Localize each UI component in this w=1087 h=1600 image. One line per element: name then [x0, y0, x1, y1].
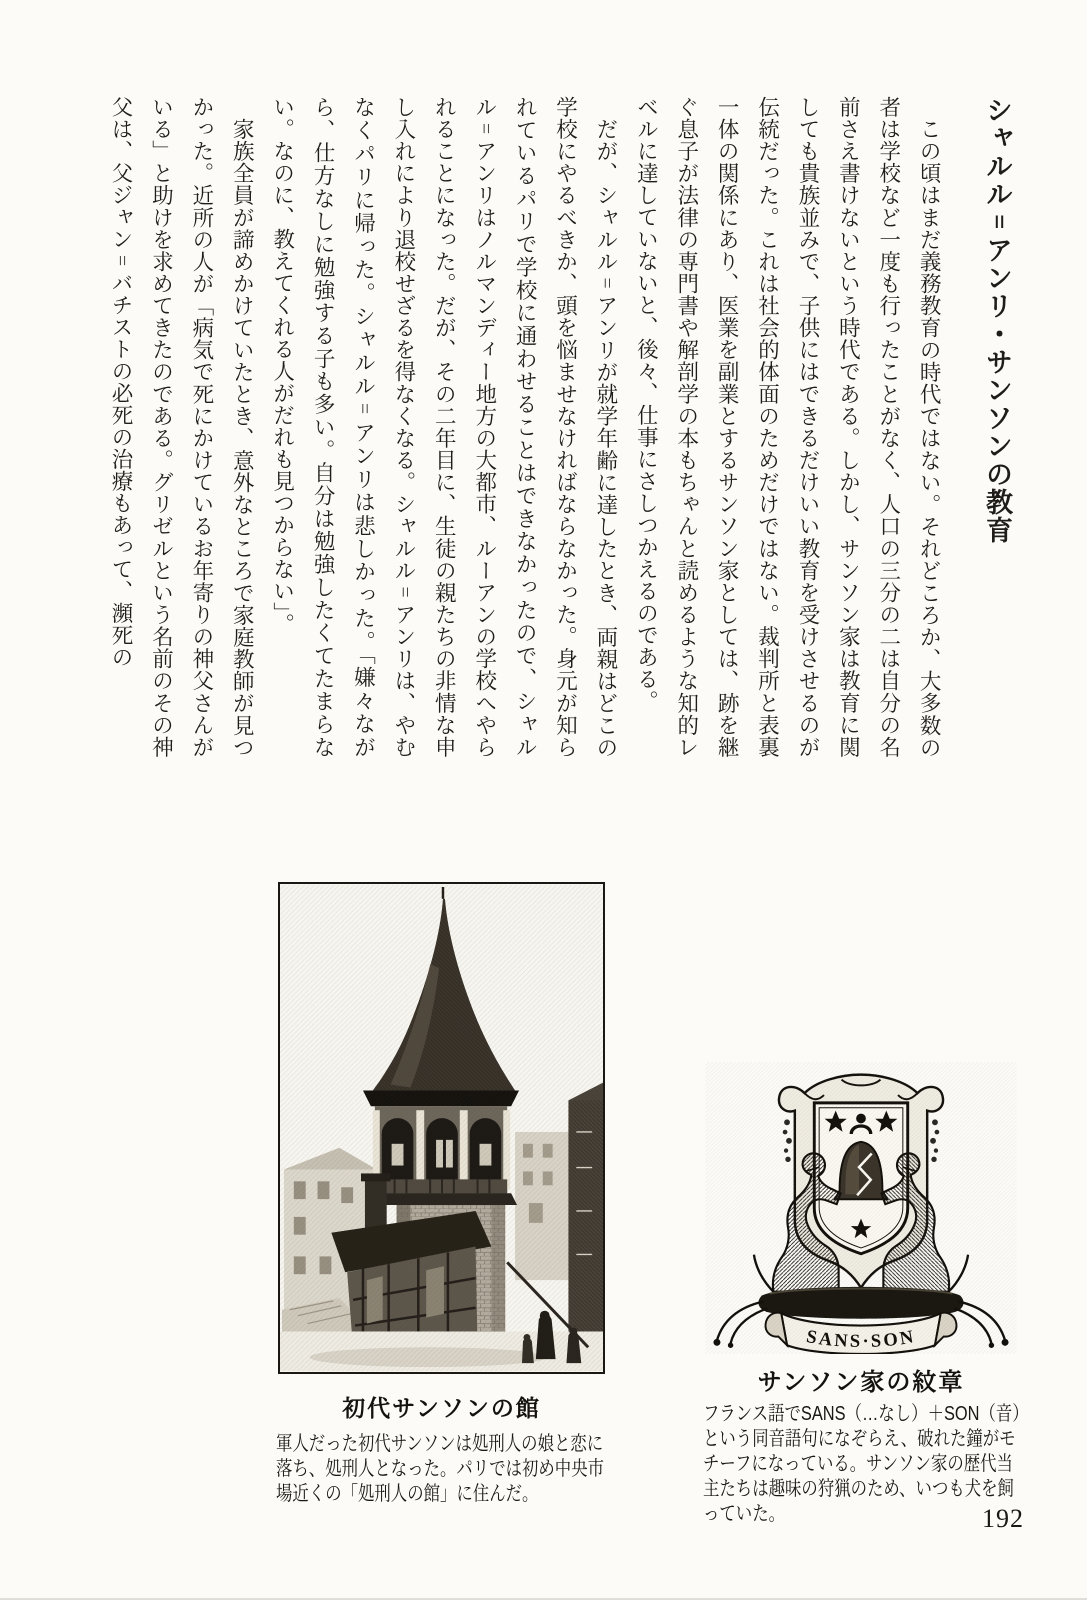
- figure-sanson-house: [278, 882, 605, 1374]
- figure-sanson-crest: [705, 1062, 1017, 1354]
- paragraph: 家族全員が諦めかけていたとき、意外なところで家庭教師が見つかった。近所の人が「病気で死にかけているお年寄りの神父さんがいる」と助けを求めてきたのである。グリゼルという名前のその神父は、父ジャン゠バチストの必死の治療もあって、瀕死の: [109, 96, 255, 759]
- paragraph: この頃はまだ義務教育の時代ではない。それどころか、大多数の者は学校など一度も行ったことがなく、人口の三分の二は自分の名前さえ書けないという時代である。しかし、サンソン家は教育に関しても貴族並みで、子供にはできるだけいい教育を受けさせるのが伝統だった。これは社会的体面のためだけではない。裁判所と表裏一体の関係にあり、医業を副業とするサンソン家としては、跡を継ぐ息子が法律の専門書や解剖学の本もちゃんと読めるような知的レベルに達していないと、後々、仕事にさしつかえるのである。: [634, 96, 942, 759]
- figure-caption-text: フランス語でSANS（…なし）＋SON（音）という同音語句になぞらえ、破れた鐘がモチーフになっている。サンソン家の歴代当主たちは趣味の狩猟のため、いつも犬を飼っていた。: [703, 1403, 1021, 1525]
- page-title: シャルル゠アンリ・サンソンの教育: [982, 96, 1012, 544]
- article: [101, 96, 1017, 758]
- page-number: 192: [982, 1504, 1024, 1533]
- crest-banner-text: SANS·SON: [804, 1325, 918, 1352]
- sanson-crest-illustration: [705, 1062, 1017, 1354]
- figure-caption-title: サンソン家の紋章: [757, 1370, 965, 1396]
- figure-caption-text: 軍人だった初代サンソンは処刑人の娘と恋に落ち、処刑人となった。パリでは初め中央市場近くの「処刑人の館」に住んだ。: [276, 1433, 604, 1505]
- figure-caption-title: 初代サンソンの館: [342, 1396, 541, 1421]
- paragraph: だが、シャルル゠アンリが就学年齢に達したとき、両親はどこの学校にやるべきか、頭を悩ませなければならなかった。身元が知られているパリで学校に通わせることはできなかったので、シャルル゠アンリはノルマンディー地方の大都市、ルーアンの学校へやられることになった。だが、その二年目に、生徒の親たちの非情な申し入れにより退校せざるを得なくなる。シャルル゠アンリは、やむなくパリに帰った。シャルル゠アンリは悲しかった。「嫌々ながら、仕方なしに勉強する子も多い。自分は勉強したくてたまらない。なのに、教えてくれる人がだれも見つからない」。: [270, 96, 618, 759]
- sanson-house-engraving-image: [280, 884, 603, 1372]
